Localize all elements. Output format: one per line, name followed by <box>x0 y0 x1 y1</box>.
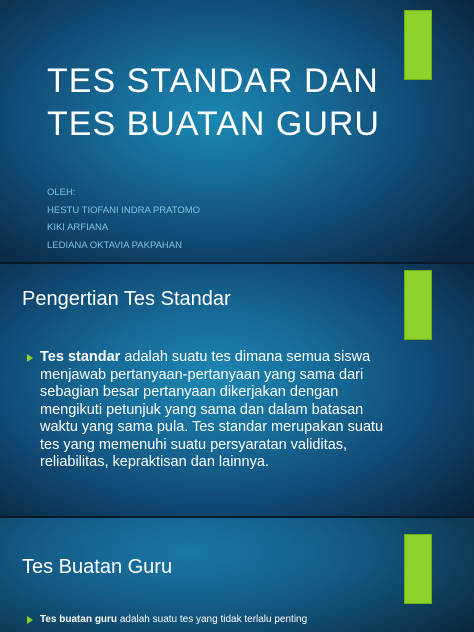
byline-label: OLEH: <box>47 187 76 198</box>
bullet-arrow-icon <box>27 616 33 624</box>
slide-tes-buatan-guru <box>0 518 474 632</box>
author-list <box>47 184 200 254</box>
slide-tes-standar <box>0 264 474 518</box>
author-name: LEDIANA OKTAVIA PAKPAHAN <box>47 239 182 251</box>
author-name: KIKI ARFIANA <box>47 222 109 233</box>
definition: adalah suatu tes dimana semua siswa menjawab pertanyaan-pertanyaan yang sama dari sebagian besar pertanyaan dikerjakan dengan mengikuti petunjuk yang sama dan dalam batasan waktu yang sama pula. Tes standar merupakan suatu tes yang memenuhi suatu persyaratan validitas, reliabilitas, kepraktisan dan lainnya. <box>40 349 384 470</box>
accent-bar <box>404 10 432 80</box>
author-name: HESTU TIOFANI INDRA PRATOMO <box>47 204 201 216</box>
title-line-2: TES BUATAN GURU <box>47 105 380 143</box>
term: Tes standar <box>40 349 121 365</box>
slide-heading: Pengertian Tes Standar <box>22 288 231 310</box>
slide-heading: Tes Buatan Guru <box>22 556 173 578</box>
term: Tes buatan guru <box>40 614 118 625</box>
definition: adalah suatu tes yang tidak terlalu penting <box>117 614 308 625</box>
bullet-arrow-icon <box>27 354 33 362</box>
slide-title <box>0 0 474 264</box>
bullet-item <box>27 613 387 626</box>
title-line-1: TES STANDAR DAN <box>47 62 379 100</box>
accent-bar <box>404 534 432 604</box>
accent-bar <box>404 270 432 340</box>
presentation-title <box>47 60 380 146</box>
bullet-item <box>27 349 387 472</box>
